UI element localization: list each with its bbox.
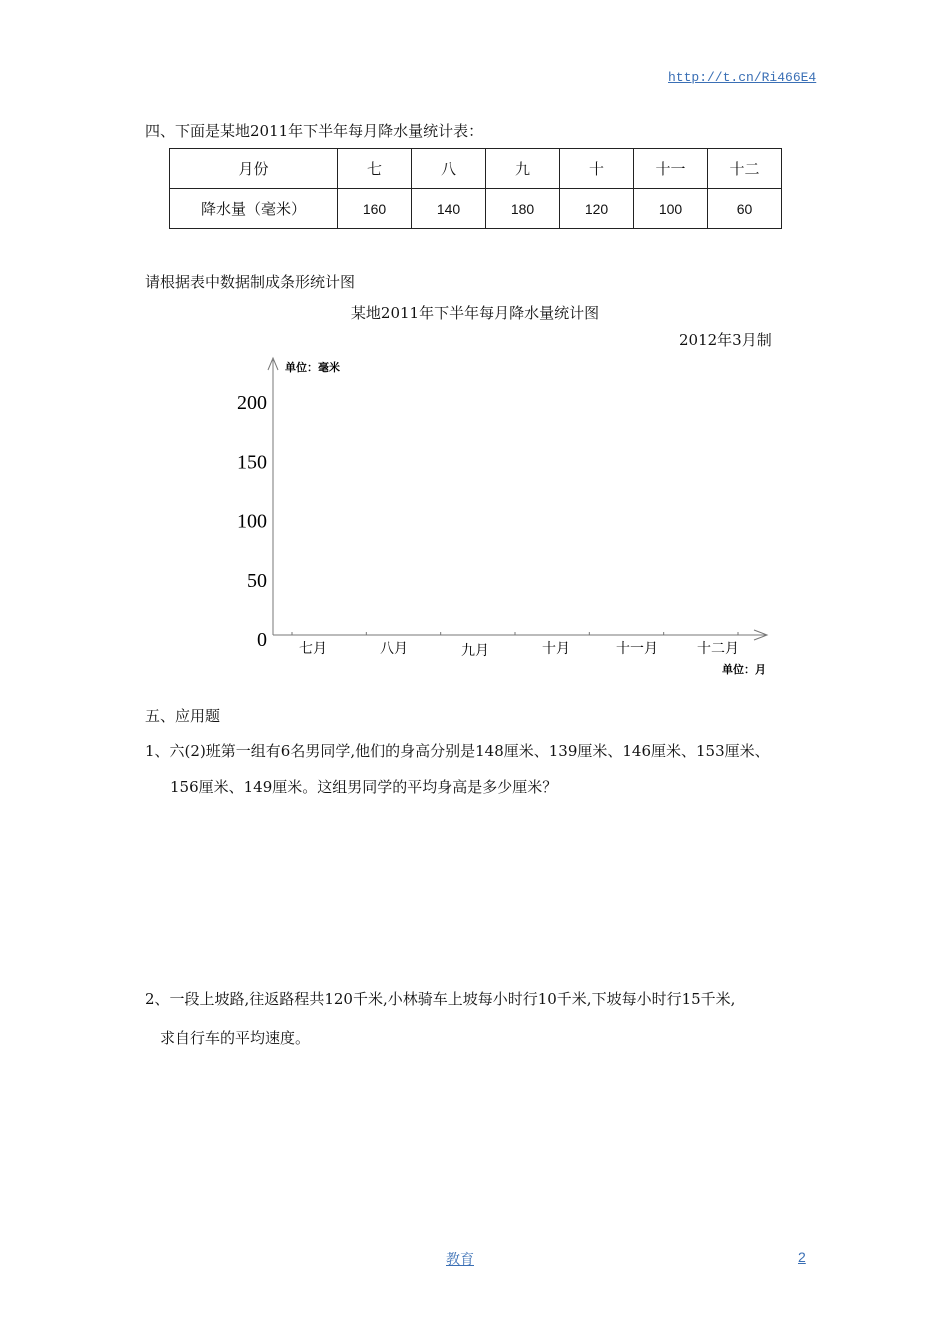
table-cell-value: 180	[486, 189, 560, 229]
page-number[interactable]: 2	[798, 1249, 806, 1265]
table-cell-month: 九	[486, 149, 560, 189]
footer-link[interactable]: 教育	[446, 1252, 474, 1268]
question-4-title: 四、下面是某地2011年下半年每月降水量统计表：	[145, 122, 484, 140]
chart-title: 某地2011年下半年每月降水量统计图	[350, 304, 600, 322]
problem-1-line-2: 156厘米、149厘米。这组男同学的平均身高是多少厘米？	[170, 778, 558, 796]
x-category-label: 十月	[542, 641, 570, 657]
table-cell-value: 100	[634, 189, 708, 229]
table-cell-value: 60	[708, 189, 782, 229]
table-cell-month: 十二	[708, 149, 782, 189]
y-tick-label: 0	[257, 629, 267, 651]
table-cell-value: 140	[412, 189, 486, 229]
y-axis-unit-label: 单位：毫米	[285, 362, 340, 374]
x-axis-unit-label: 单位：月	[722, 664, 766, 676]
table-header-rainfall: 降水量（毫米）	[170, 189, 338, 229]
header-link[interactable]: http://t.cn/Ri466E4	[668, 70, 817, 85]
x-category-label: 九月	[461, 643, 489, 659]
table-header-month: 月份	[170, 149, 338, 189]
table-cell-value: 160	[338, 189, 412, 229]
y-tick-label: 150	[237, 451, 267, 474]
x-category-label: 十二月	[697, 641, 739, 657]
section-5-title: 五、应用题	[145, 707, 221, 725]
table-cell-month: 十一	[634, 149, 708, 189]
problem-1-line-1: 1、六(2)班第一组有6名男同学,他们的身高分别是148厘米、139厘米、146厘米、153厘米、	[145, 742, 770, 760]
y-tick-label: 200	[237, 392, 267, 414]
x-category-label: 七月	[299, 641, 327, 657]
y-tick-label: 50	[247, 569, 267, 592]
table-cell-month: 八	[412, 149, 486, 189]
problem-2-line-2: 求自行车的平均速度。	[160, 1029, 311, 1047]
x-category-label: 八月	[380, 641, 408, 657]
chart-instruction: 请根据表中数据制成条形统计图	[145, 273, 356, 291]
table-cell-month: 十	[560, 149, 634, 189]
table-cell-value: 120	[560, 189, 634, 229]
table-cell-month: 七	[338, 149, 412, 189]
y-tick-label: 100	[237, 510, 267, 533]
chart-date: 2012年3月制	[679, 331, 772, 349]
problem-2-line-1: 2、一段上坡路,往返路程共120千米,小林骑车上坡每小时行10千米,下坡每小时行15千米,	[145, 990, 736, 1008]
x-category-label: 十一月	[616, 641, 658, 657]
